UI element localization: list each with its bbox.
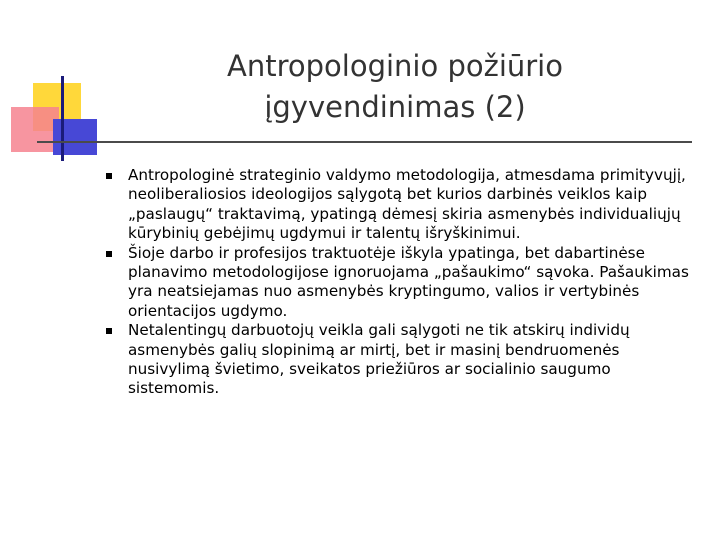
slide-title: [110, 46, 680, 128]
bullet-item: [106, 166, 696, 244]
decor-blue-square: [53, 119, 97, 155]
decor-vertical-line: [61, 76, 64, 161]
title-underline-rule: [37, 141, 692, 143]
decor-red-square: [11, 107, 59, 152]
bullet-text: Antropologinė strateginio valdymo metodologija, atmesdama primityvųjį, neoliberaliosios ideologijos sąlygotą bet kurios darbinės veiklos kaip „paslaugų“ traktavimą, ypatingą dėmesį skiria asmenybės individualiųjų kūrybinių gebėjimų ugdymui ir talentų išryškinimui.: [128, 166, 686, 243]
bullet-item: [106, 244, 696, 322]
bullet-list: [106, 166, 696, 399]
bullet-item: [106, 321, 696, 399]
slide-title-line-2: įgyvendinimas (2): [264, 90, 526, 124]
bullet-text: Netalentingų darbuotojų veikla gali sąlygoti ne tik atskirų individų asmenybės galių slopinimą ar mirtį, bet ir masinį bendruomenės nusivylimą švietimo, sveikatos priežiūros ar socialinio saugumo sistemomis.: [128, 321, 630, 398]
slide-title-line-1: Antropologinio požiūrio: [227, 49, 563, 83]
square-bullet-icon: [106, 251, 112, 257]
square-bullet-icon: [106, 173, 112, 179]
bullet-text: Šioje darbo ir profesijos traktuotėje iškyla ypatinga, bet dabartinėse planavimo metodologijose ignoruojama „pašaukimo“ sąvoka. Pašaukimas yra neatsiejamas nuo asmenybės kryptingumo, valios ir vertybinės orientacijos ugdymo.: [128, 243, 689, 320]
square-bullet-icon: [106, 328, 112, 334]
